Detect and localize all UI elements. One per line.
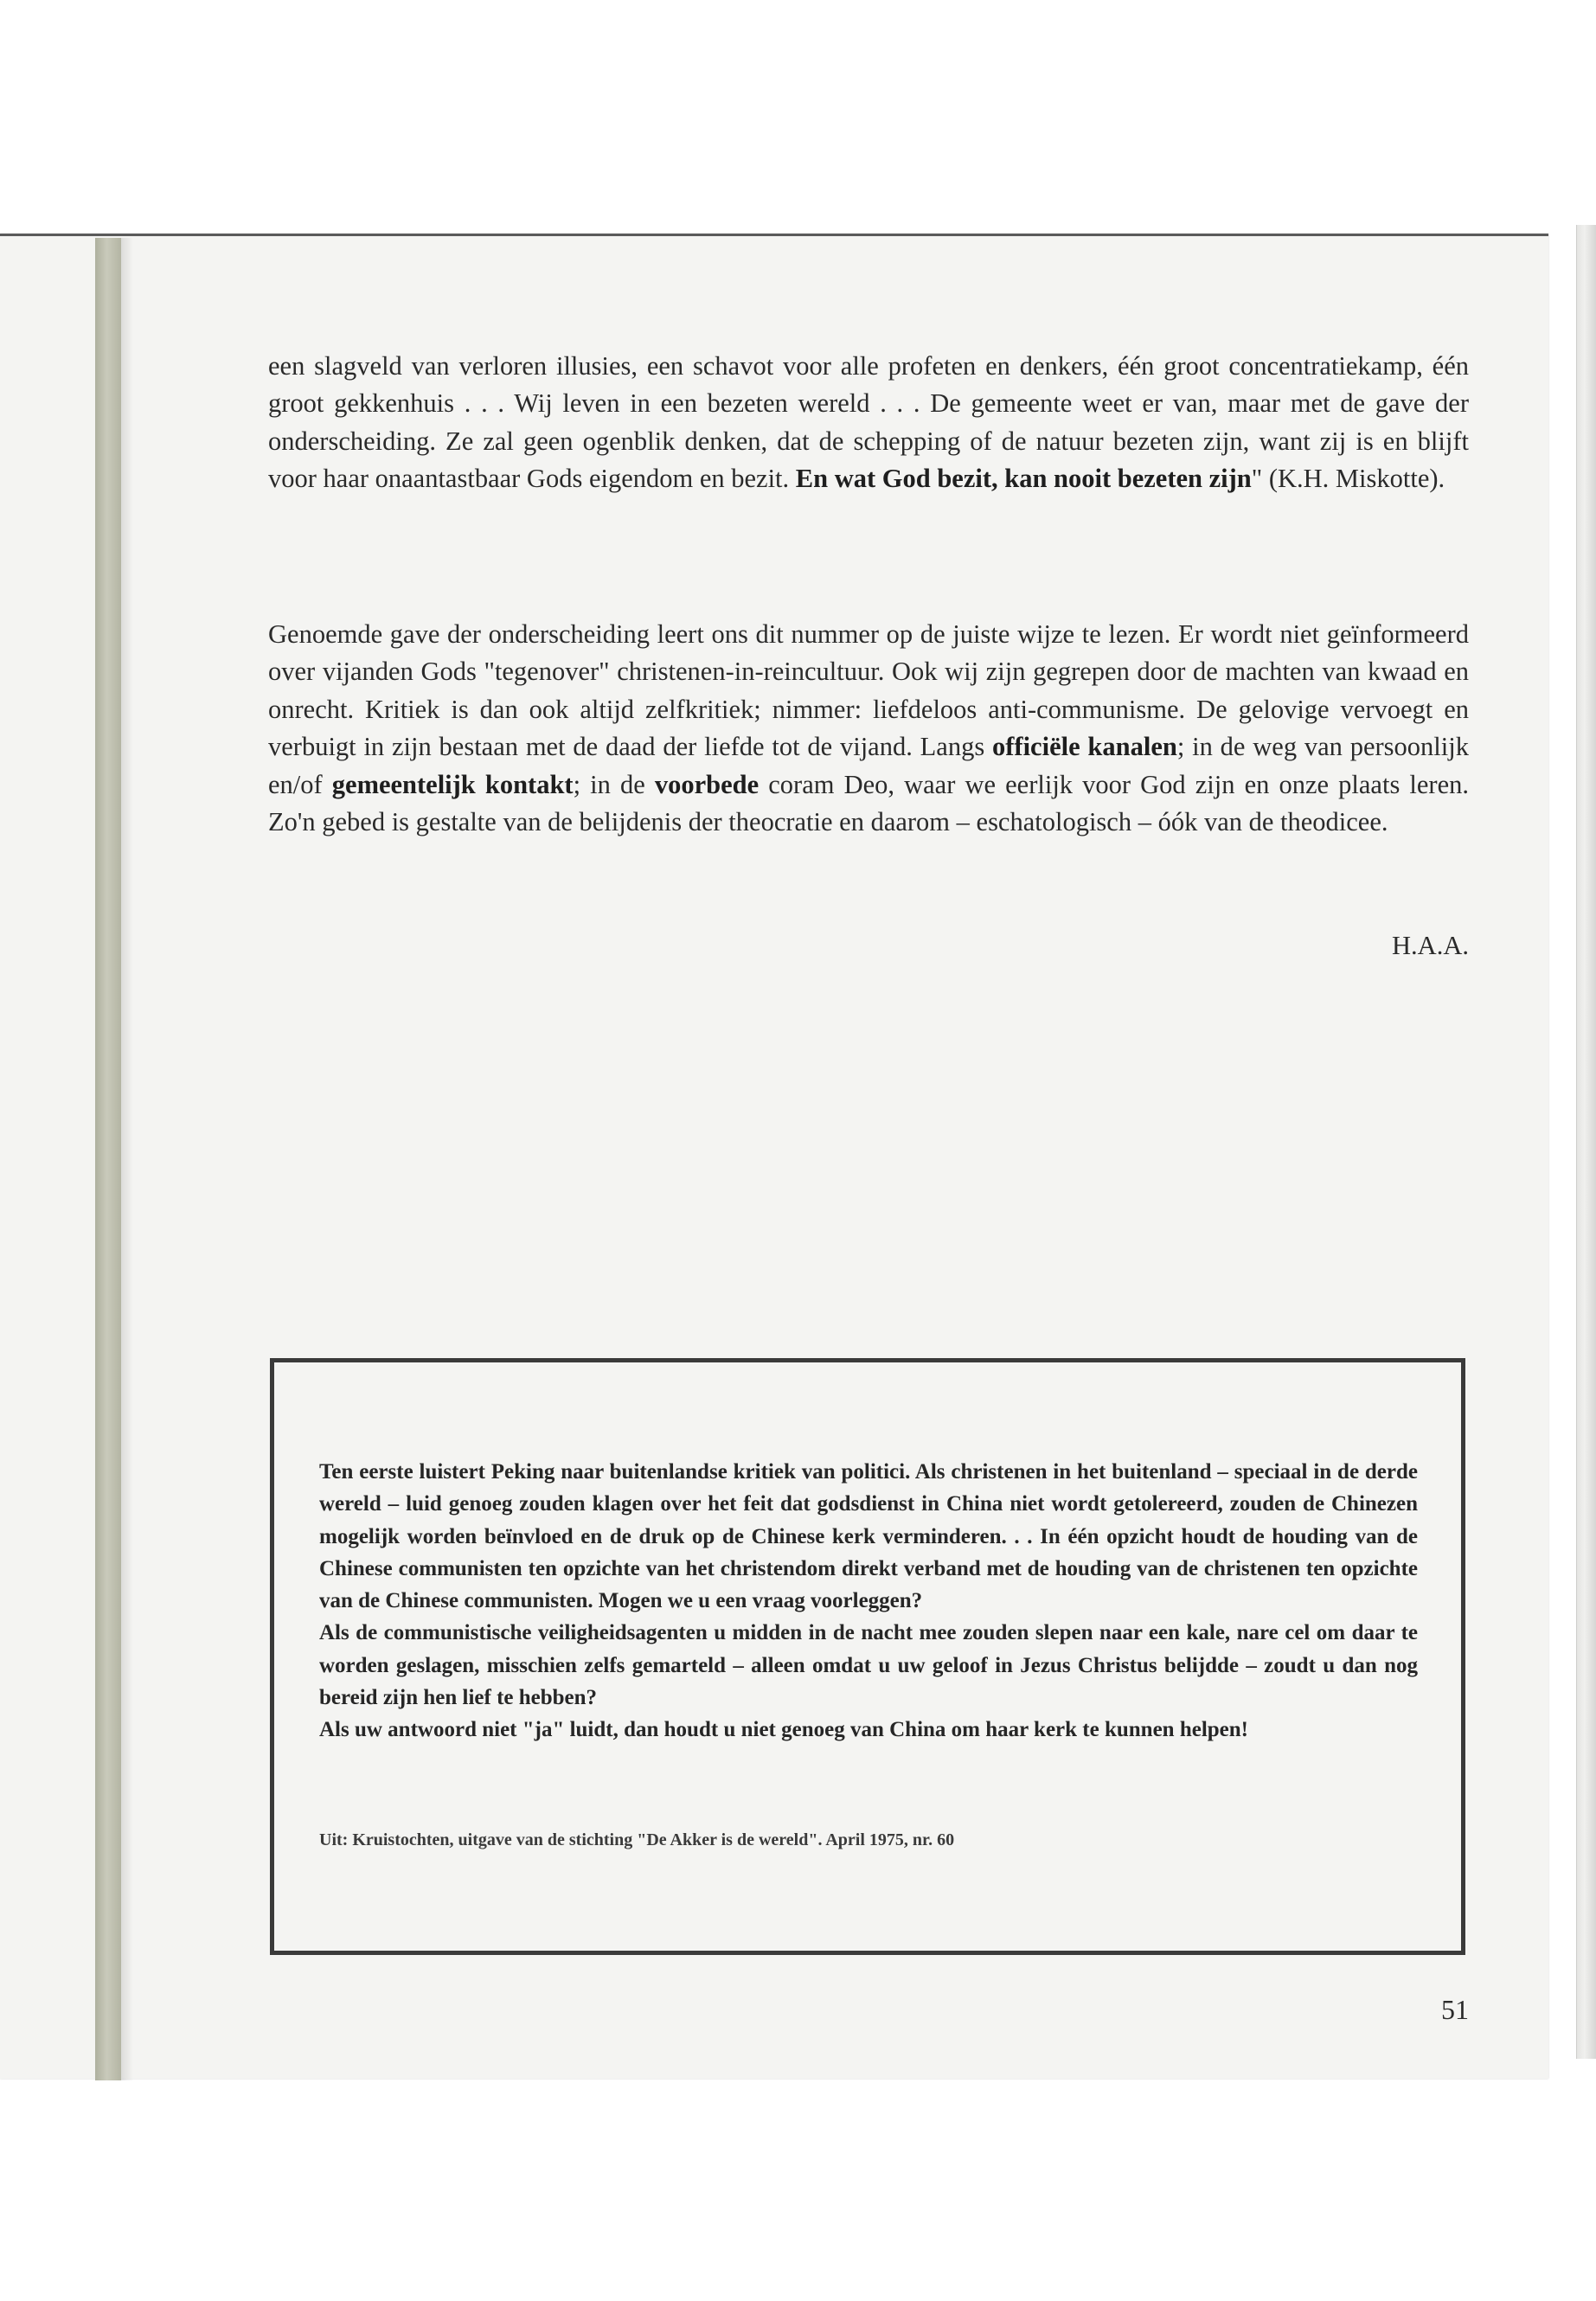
quote-source: Uit: Kruistochten, uitgave van de stichting "De Akker is de wereld". April 1975, nr. 60 — [319, 1830, 955, 1849]
page-stack-edge — [1576, 225, 1596, 2059]
paragraph1-text-a: een slagveld van verloren illusies, een schavot voor alle profeten en denkers, één groot concentratiekamp, één groot gekkenhuis . . . Wij leven in een bezeten wereld . . . De gemeente weet er van, maar met de gave der onderscheiding. Ze zal geen ogenblik denken, dat de schepping of de natuur bezeten zijn, want zij is en blijft voor haar onaantastbaar Gods eigendom en bezit. — [268, 351, 1469, 494]
paragraph2-text-d: coram Deo, waar we eerlijk voor God zijn en onze plaats leren. Zo'n gebed is gestalte van de belijdenis der theocratie en daarom – eschatologisch – óók van de theodicee. — [268, 769, 1469, 837]
paragraph2-text-c: ; in de — [573, 769, 655, 799]
page-number: 51 — [1441, 1994, 1469, 2025]
paragraph2-text-a: Genoemde gave der onderscheiding leert ons dit nummer op de juiste wijze te lezen. Er wordt niet geïnformeerd over vijanden Gods "tegenover" christenen-in-reincultuur. Ook wij zijn gegrepen door de machten van kwaad en onrecht. Kritiek is dan ook altijd zelfkritiek; nimmer: liefdeloos anti-communisme. De gelovige vervoegt en verbuigt in zijn bestaan met de daad der liefde tot de vijand. Langs — [268, 619, 1469, 762]
paragraph1-text-b: " (K.H. Miskotte). — [1251, 464, 1445, 494]
paragraph2-text-b: ; in de weg van persoonlijk en/of — [268, 732, 1469, 799]
binding-spine — [95, 238, 121, 2080]
paragraph1-bold-phrase: En wat God bezit, kan nooit bezeten zijn — [795, 464, 1252, 494]
quote-box — [270, 1358, 1465, 1955]
quote-line: Ten eerste luistert Peking naar buitenlandse kritiek van politici. Als christenen in het buitenland – speciaal in de derde wereld – luid genoeg zouden klagen over het feit dat godsdienst in China niet wordt getolereerd, zouden de Chinezen mogelijk worden beïnvloed en de druk op de Chinese kerk verminderen. . . In één opzicht houdt de houding van de Chinese communisten ten opzichte van het christendom direkt verband met de houding van de christenen ten opzichte van de Chinese communisten. Mogen we u een vraag voorleggen? — [319, 1460, 1418, 1613]
paragraph2-bold-voorbede: voorbede — [654, 769, 760, 799]
paragraph2-bold-kanalen: officiële kanalen — [992, 732, 1177, 762]
paragraph2-bold-kontakt: gemeentelijk kontakt — [331, 769, 574, 799]
spine-shadow — [121, 238, 133, 2080]
paragraph-miskotte-quote — [268, 348, 1469, 498]
author-signature: H.A.A. — [1392, 931, 1469, 960]
quote-line: Als uw antwoord niet "ja" luidt, dan houdt u niet genoeg van China om haar kerk te kunnen helpen! — [319, 1718, 1249, 1742]
quote-text — [319, 1456, 1418, 1747]
quote-line: Als de communistische veiligheidsagenten u midden in de nacht mee zouden slepen naar een kale, nare cel om daar te worden geslagen, misschien zelfs gemarteld – alleen omdat u uw geloof in Jezus Christus belijdde – zoudt u dan nog bereid zijn hen lief te hebben? — [319, 1621, 1418, 1710]
paragraph-onderscheiding — [268, 616, 1469, 841]
